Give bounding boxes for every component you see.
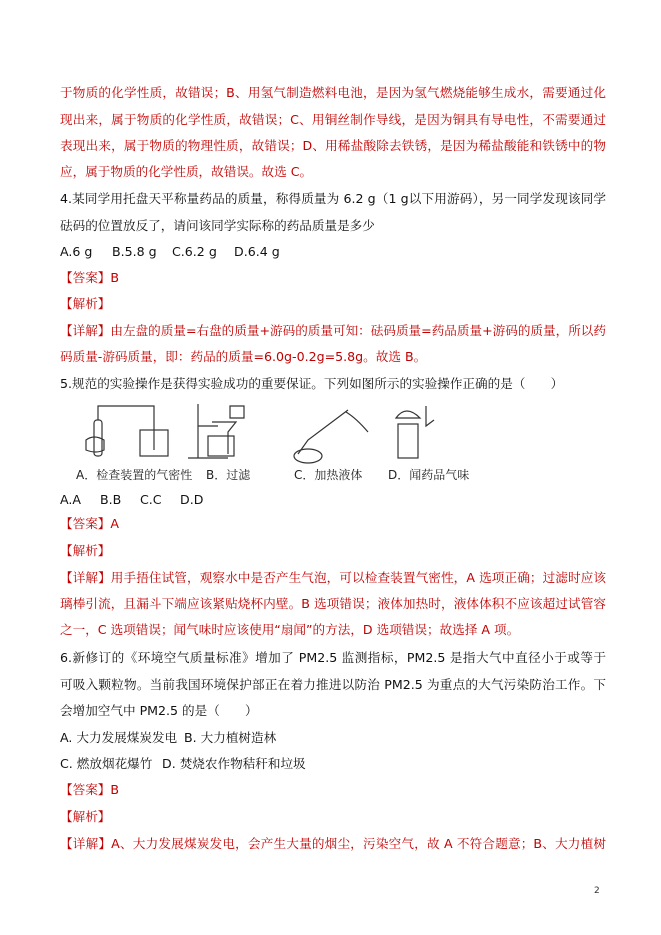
lab-apparatus-illustration — [78, 400, 498, 464]
text-line: 应，属于物质的化学性质，故错误。故选 C。 — [60, 164, 313, 179]
detail-text: 【详解】A、大力发展煤炭发电，会产生大量的烟尘，污染空气，故 A 不符合题意；B、大力植树 — [60, 836, 606, 851]
page-number: 2 — [594, 886, 600, 896]
question-6-stem: 会增加空气中 PM2.5 的是（ ） — [60, 703, 258, 718]
detail-text: 璃棒引流，且漏斗下端应该紧贴烧杯内壁。B 选项错误；液体加热时，液体体积不应该超过试管容 — [60, 596, 606, 611]
answer-label: 【答案】B — [60, 270, 120, 285]
option-c: C. 燃放烟花爆竹 — [60, 756, 153, 771]
option-c: C.C — [140, 492, 162, 507]
detail-text: 码质量-游码质量，即：药品的质量=6.0g-0.2g=5.8g。故选 B。 — [60, 349, 427, 364]
analysis-label: 【解析】 — [60, 809, 111, 824]
option-b: B.B — [100, 492, 122, 507]
answer-label: 【答案】B — [60, 782, 120, 797]
figure-caption-b: B．过滤 — [206, 468, 251, 482]
option-b: B.5.8 g — [112, 244, 157, 259]
option-b: B. 大力植树造林 — [184, 730, 277, 745]
option-d: D.6.4 g — [234, 244, 280, 259]
text-line: 现出来，属于物质的化学性质，故错误；C、用铜丝制作导线，是因为铜具有导电性，不需要通过 — [60, 112, 606, 127]
option-c: C.6.2 g — [172, 244, 217, 259]
detail-text: 之一，C 选项错误；闻气味时应该使用“扇闻”的方法，D 选项错误；故选择 A 项。 — [60, 622, 520, 637]
text-line: 表现出来，属于物质的物理性质，故错误；D、用稀盐酸除去铁锈，是因为稀盐酸能和铁锈中的物 — [60, 138, 606, 153]
figure-caption-d: D．闻药品气味 — [388, 468, 470, 482]
analysis-label: 【解析】 — [60, 543, 111, 558]
analysis-label: 【解析】 — [60, 296, 111, 311]
detail-text: 【详解】由左盘的质量=右盘的质量+游码的质量可知：砝码质量=药品质量+游码的质量，所以药 — [60, 323, 606, 338]
detail-text: 【详解】用手捂住试管，观察水中是否产生气泡，可以检查装置气密性，A 选项正确；过滤时应该 — [60, 570, 606, 585]
experiment-figure — [78, 400, 498, 484]
answer-label: 【答案】A — [60, 516, 119, 531]
option-a: A. 大力发展煤炭发电 — [60, 730, 178, 745]
question-6-stem: 6.新修订的《环境空气质量标准》增加了 PM2.5 监测指标，PM2.5 是指大气中直径小于或等于 — [60, 650, 606, 665]
figure-caption-a: A．检查装置的气密性 — [76, 468, 193, 482]
option-d: D. 焚烧农作物秸秆和垃圾 — [162, 756, 306, 771]
question-6-stem: 可吸入颗粒物。当前我国环境保护部正在着力推进以防治 PM2.5 为重点的大气污染防治工作。下 — [60, 677, 606, 692]
option-a: A.6 g — [60, 244, 93, 259]
option-d: D.D — [180, 492, 204, 507]
text-line: 于物质的化学性质，故错误；B、用氢气制造燃料电池，是因为氢气燃烧能够生成水，需要通过化 — [60, 85, 606, 100]
option-a: A.A — [60, 492, 82, 507]
question-5-stem: 5.规范的实验操作是获得实验成功的重要保证。下列如图所示的实验操作正确的是（ ） — [60, 376, 564, 391]
question-4-stem: 4.某同学用托盘天平称量药品的质量，称得质量为 6.2 g（1 g以下用游码），另一同学发现该同学 — [60, 191, 606, 206]
question-4-stem: 砝码的位置放反了，请问该同学实际称的药品质量是多少 — [60, 218, 375, 233]
figure-caption-c: C．加热液体 — [294, 468, 363, 482]
